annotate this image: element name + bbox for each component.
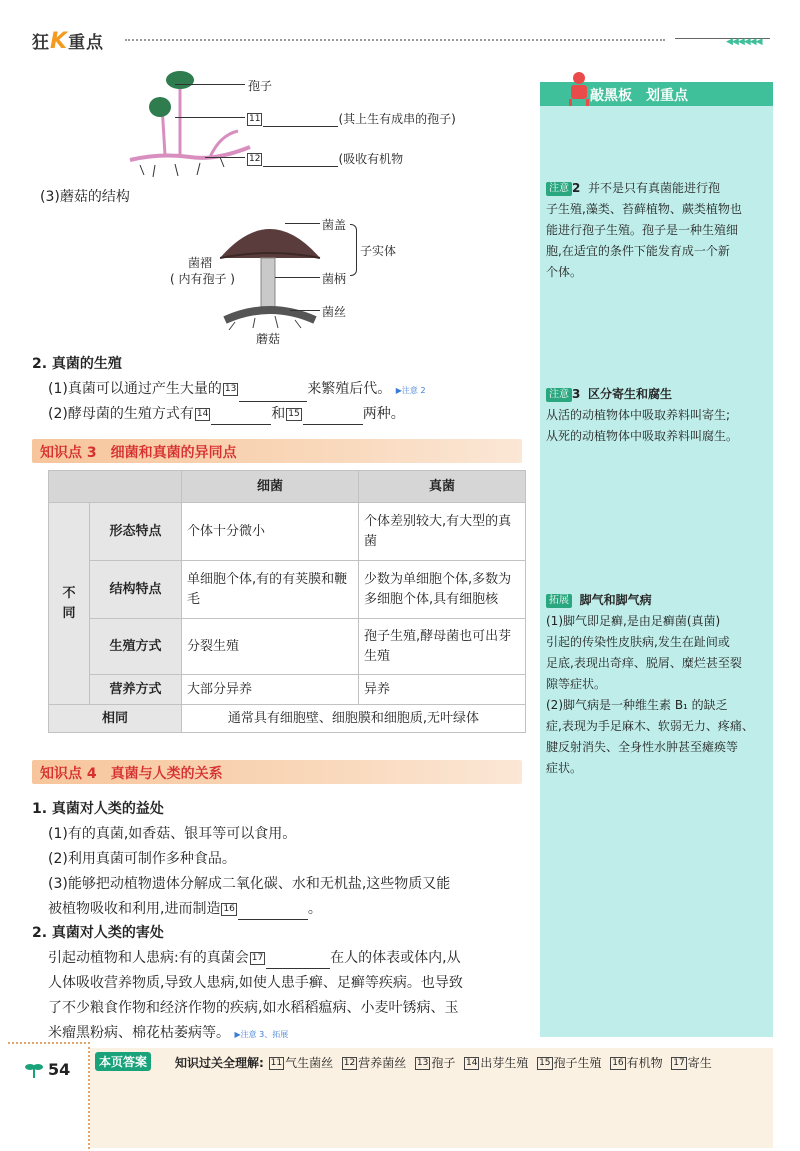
cell-fungi: 个体差别较大,有大型的真菌 [359,503,526,561]
leaf-icon [24,1060,44,1080]
teacher-icon [566,70,594,106]
cell-bacteria: 单细胞个体,有的有荚膜和鞭毛 [182,561,359,619]
row-label: 结构特点 [90,561,182,619]
bracket-fruit-body [350,224,357,276]
label-mushroom: 蘑菇 [256,332,281,346]
label-gills: 菌褶 [188,256,213,270]
row-label: 形态特点 [90,503,182,561]
benefit-line-3: (3)能够把动植物遗体分解成二氧化碳、水和无机盐,这些物质又能 [48,876,451,892]
header-arrows-icon: ◀◀◀◀◀◀ [726,37,762,47]
fig1-label-11: 11 (其上生有成串的孢子) [249,112,456,126]
answers-tag: 本页答案 [95,1052,151,1071]
harm-line-3: 了不少粮食作物和经济作物的疾病,如水稻稻瘟病、小麦叶锈病、玉 [48,1000,459,1016]
heading-harms: 2. 真菌对人类的害处 [32,925,164,941]
heading-benefits: 1. 真菌对人类的益处 [32,801,164,817]
section-4-title: 知识点 4 真菌与人类的关系 [40,766,223,782]
benefit-line-1: (1)有的真菌,如香菇、银耳等可以食用。 [48,826,297,842]
header-dotted-rule [125,39,665,41]
cell-bacteria: 大部分异养 [182,675,359,705]
comparison-table [48,470,526,733]
answers-line: 知识过关全理解: 11 气生菌丝 12 营养菌丝 13 孢子 14 出芽生殖 15 孢子生殖 16 有机物 17 寄生 [175,1056,712,1070]
note-2: 注意 2 并不是只有真菌能进行孢 子生殖,藻类、苔藓植物、蕨类植物也 能进行孢子生殖。孢子是一种生殖细 胞,在适宜的条件下能发育成一个新 个体。 [546,181,742,279]
harm-line-1: 引起动植物和人患病:有的真菌会 17 在人的体表或体内,从 [48,947,461,969]
section-3-bar [32,439,522,463]
fig1-label-12: 12 (吸收有机物 [249,152,404,166]
benefit-line-2: (2)利用真菌可制作多种食品。 [48,851,236,867]
cell-bacteria: 分裂生殖 [182,619,359,675]
cell-fungi: 少数为单细胞个体,多数为多细胞个体,具有细胞核 [359,561,526,619]
row-label: 营养方式 [90,675,182,705]
label-stalk: 菌柄 [322,272,347,286]
repro-line-1: (1)真菌可以通过产生大量的 13 来繁殖后代。 ▶注意 2 [48,378,426,402]
label-gills-note: ( 内有孢子 ) [170,272,235,286]
label-hyphae: 菌丝 [322,305,347,319]
heading-fungi-reproduction: 2. 真菌的生殖 [32,356,122,372]
label-spore: 孢子 [248,79,273,93]
note-icon: 注意 [546,388,572,402]
extension-note: 拓展 脚气和脚气病 (1)脚气即足癣,是由足癣菌(真菌) 引起的传染性皮肤病,发生在趾间或 足底,表现出奇痒、脱屑、糜烂甚至裂 隙等症状。 (2)脚气病是一种维生素 B₁ 的缺乏 症,表现为手足麻木、软弱无力、疼痛、 腱反射消失、全身性水肿甚至瘫痪等 症状。 [546,593,754,775]
cell-fungi: 异养 [359,675,526,705]
benefit-line-4: 被植物吸收和利用,进而制造 16 。 [48,898,322,920]
col-fungi: 真菌 [359,471,526,503]
repro-line-2: (2)酵母菌的生殖方式有 14 和 15 两种。 [48,403,405,425]
cell-same: 通常具有细胞壁、细胞膜和细胞质,无叶绿体 [182,705,526,733]
col-bacteria: 细菌 [182,471,359,503]
cell-fungi: 孢子生殖,酵母菌也可出芽生殖 [359,619,526,675]
harm-line-4: 米瘤黑粉病、棉花枯萎病等。 ▶注意 3、拓展 [48,1025,289,1041]
subheading-mushroom: (3)蘑菇的结构 [40,189,130,205]
label-fruit-body: 子实体 [360,244,397,258]
extension-icon: 拓展 [546,594,572,608]
brand-logo: 狂K重点 [32,29,105,54]
row-label: 生殖方式 [90,619,182,675]
row-group-different: 不同 [49,503,90,705]
label-cap: 菌盖 [322,218,347,232]
harm-line-2: 人体吸收营养物质,导致人患病,如使人患手癣、足癣等疾病。也导致 [48,975,463,991]
section-4-bar [32,760,522,784]
cell-bacteria: 个体十分微小 [182,503,359,561]
mould-illustration [120,65,260,180]
section-3-title: 知识点 3 细菌和真菌的异同点 [40,445,237,461]
page-number: 54 [48,1060,71,1079]
note-icon: 注意 [546,182,572,196]
note-3: 注意 3 区分寄生和腐生 从活的动植物体中吸取养料叫寄生; 从死的动植物体中吸取养料叫腐生。 [546,387,739,443]
side-panel-header: 敲黑板 划重点 [540,82,773,106]
row-label-same: 相同 [49,705,182,733]
